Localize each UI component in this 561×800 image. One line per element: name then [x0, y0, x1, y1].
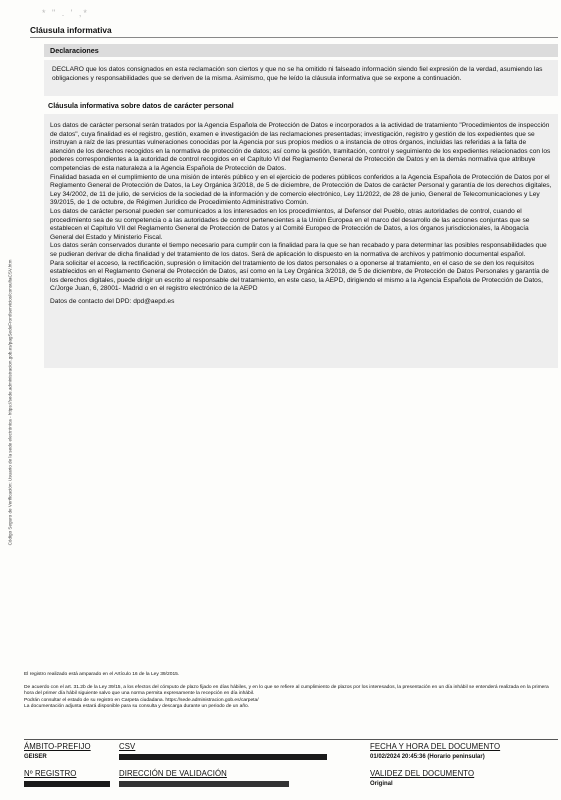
datos-personales-panel	[44, 114, 558, 368]
side-verification-text: Código Seguro de Verificación: Usuario de la sede electrónica - https://sede.administracion.gob.es/pagSedeFront/servicios/consultaCSV.htm	[7, 259, 13, 546]
declaraciones-heading: Declaraciones	[44, 44, 558, 57]
info-paragraph-4: Los datos serán conservados durante el tiempo necesario para cumplir con la finalidad para la que se han recabado y para determinar las posibles responsabilidades que se pudieran derivar de dicha finalidad y del tratamiento de los datos. Será de aplicación lo dispuesto en la normativa de archivos y patrimonio documental español.	[50, 242, 547, 258]
dpd-contact-email: dpd@aepd.es	[133, 297, 175, 305]
footer-note-3: Podrán consultar el estado de su registro en Carpeta ciudadana. https://sede.administracion.gob.es/carpeta/	[24, 697, 259, 703]
scan-mark: * " . ' ,*	[42, 8, 89, 18]
direccion-label: DIRECCIÓN DE VALIDACIÓN	[119, 769, 227, 778]
fecha-value: 01/02/2024 20:45:36 (Horario peninsular)	[370, 754, 485, 760]
footer-note-1: El registro realizado está amparado en el Artículo 16 de la Ley 39/2015.	[24, 672, 180, 677]
datos-personales-heading: Cláusula informativa sobre datos de carácter personal	[48, 101, 234, 110]
footer-note-4: La documentación adjunta estará disponible para su consulta y descarga durante un periodo de un año.	[24, 704, 250, 710]
declaraciones-text: DECLARO que los datos consignados en esta reclamación son ciertos y que no se ha omitido ni falseado información siendo fiel expresión de la verdad, asumiendo las obligaciones y responsabilidades que se deriven de la misma. Asimismo, que he leído la cláusula informativa que se expone a continuación.	[44, 60, 558, 96]
registro-block	[24, 769, 110, 788]
validez-value: Original	[370, 781, 393, 787]
fecha-label: FECHA Y HORA DEL DOCUMENTO	[370, 742, 501, 751]
dpd-contact-label: Datos de contacto del DPD:	[50, 297, 132, 305]
ambito-value: GEISER	[24, 754, 47, 760]
direccion-block	[119, 769, 289, 788]
validez-block	[370, 769, 474, 787]
info-paragraph-3: Los datos de carácter personal pueden ser comunicados a los interesados en los procedimientos, al Defensor del Pueblo, otras autoridades de control, cuando el procedimiento sea de su competencia o a las autoridades de control pertenecientes a la Unión Europea en el marco del desarrollo de las acciones conjuntas que se establecen el Capítulo VII del Reglamento General de Protección de Datos y al Comité Europeo de Protección de Datos, a los órganos jurisdiccionales, la Abogacía General del Estado y Ministerio Fiscal.	[50, 207, 530, 241]
fecha-block	[370, 742, 500, 760]
ambito-block	[24, 742, 91, 760]
registro-label: Nº REGISTRO	[24, 769, 77, 778]
footer-divider	[24, 739, 558, 740]
dpd-contact	[50, 298, 552, 307]
ambito-label: ÁMBITO-PREFIJO	[24, 742, 91, 751]
validez-label: VALIDEZ DEL DOCUMENTO	[370, 769, 475, 778]
info-paragraph-5: Para solicitar el acceso, la rectificación, supresión o limitación del tratamiento de los datos personales o a oponerse al tratamiento, en el caso de se den los requisitos establecidos en el Reglamento General de Protección de Datos, así como en la Ley Orgánica 3/2018, de 5 de diciembre, de Protección de Datos Personales y garantía de los derechos digitales, puede dirigir un escrito al responsable del tratamiento, en este caso, la AEPD, dirigiendo el mismo a la Agencia Española de Protección de Datos, C/Jorge Juan, 6, 28001- Madrid o en el registro electrónico de la AEPD	[50, 259, 549, 293]
footer-notes	[24, 672, 556, 711]
registro-redacted	[24, 781, 110, 787]
footer-note-2: De acuerdo con el art. 31.2b de la Ley 39/15, a los efectos del cómputo de plazo fijado en días hábiles, y en lo que se refiere al cumplimiento de plazos por los interesados, la presentación en un día inhábil se entenderá realizada en la primera hora del primer día hábil siguiente salvo que una norma permita expresamente la recepción en día inhábil.	[24, 684, 549, 697]
csv-label: CSV	[119, 742, 136, 751]
csv-redacted	[119, 754, 327, 760]
info-paragraph-1: Los datos de carácter personal serán tratados por la Agencia Española de Protección de Datos e incorporados a la actividad de tratamiento "Procedimientos de inspección de datos", cuya finalidad es el registro, gestión, examen e investigación de las reclamaciones presentadas; investigación, registro y gestión de los expedientes que se instruyan a raíz de las presuntas vulneraciones conocidas por la Agencia por sus propios medios o a instancia de otros órganos, incluidas las referidas a la falta de atención de los derechos recogidos en la normativa de protección de datos; así como la gestión, tramitación, control y seguimiento de los expedientes relacionados con los poderes correspondientes a la autoridad de control recogidos en el Capítulo VI del Reglamento General de Protección de Datos y en la demás normativa que atribuye competencias de esta naturaleza a la Agencia Española de Protección de Datos.	[50, 122, 551, 172]
csv-block	[119, 742, 327, 761]
section-title: Cláusula informativa	[30, 25, 558, 38]
direccion-redacted-link[interactable]	[119, 781, 289, 787]
info-paragraph-2: Finalidad basada en el cumplimiento de una misión de interés público y en el ejercicio de poderes públicos conferidos a la Agencia Española de Protección de Datos por el Reglamento General de Protección de Datos, la Ley Orgánica 3/2018, de 5 de diciembre, de Protección de Datos de carácter Personal y garantía de los derechos digitales, Ley 34/2002, de 11 de julio, de servicios de la sociedad de la información y de comercio electrónico, Ley 11/2022, de 28 de junio, General de Telecomunicaciones y Ley 39/2015, de 1 de octubre, de Régimen Jurídico de Procedimiento Administrativo Común.	[50, 173, 552, 207]
